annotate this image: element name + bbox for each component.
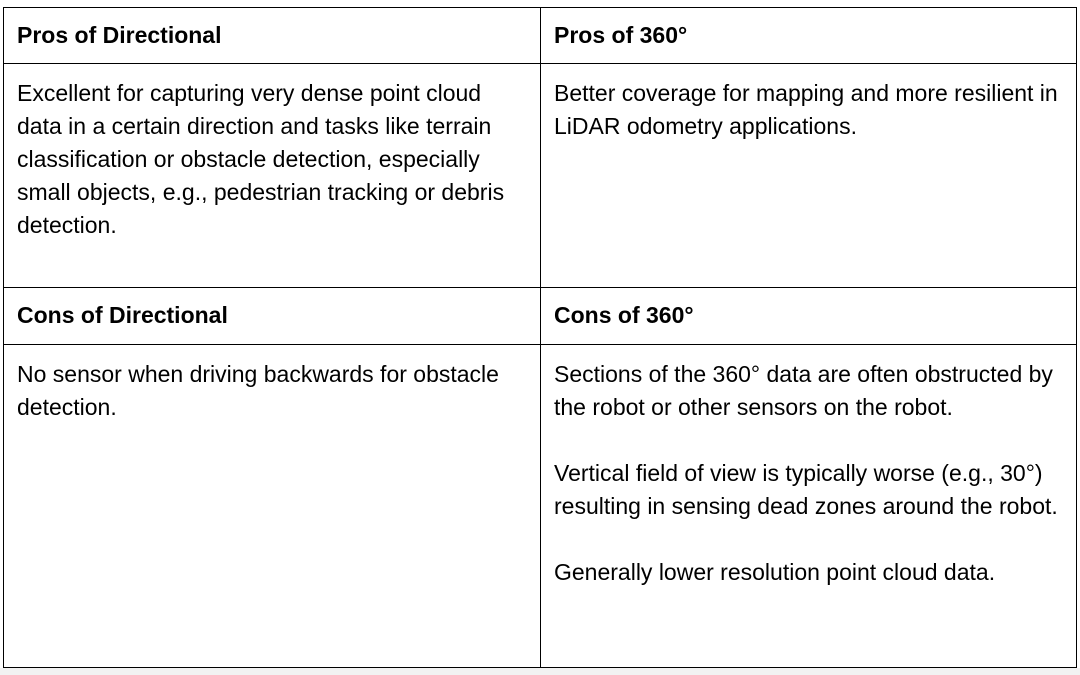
table-row	[4, 8, 1077, 64]
header-cons-directional: Cons of Directional	[4, 288, 541, 345]
cell-cons-directional: No sensor when driving backwards for obstacle detection.	[4, 345, 541, 668]
header-cons-360: Cons of 360°	[541, 288, 1077, 345]
table-row	[4, 64, 1077, 288]
cell-pros-directional: Excellent for capturing very dense point cloud data in a certain direction and tasks like terrain classification or obstacle detection, especially small objects, e.g., pedestrian tracking or debris detection.	[4, 64, 541, 288]
bottom-divider	[0, 668, 1080, 675]
table-row	[4, 288, 1077, 345]
cell-cons-360	[541, 345, 1077, 668]
header-pros-360: Pros of 360°	[541, 8, 1077, 64]
cell-pros-360: Better coverage for mapping and more resilient in LiDAR odometry applications.	[541, 64, 1077, 288]
header-pros-directional: Pros of Directional	[4, 8, 541, 64]
table-row	[4, 345, 1077, 668]
cons-360-paragraph: Generally lower resolution point cloud data.	[554, 559, 996, 585]
comparison-table	[3, 7, 1077, 668]
cons-360-paragraph: Vertical field of view is typically worse (e.g., 30°) resulting in sensing dead zones around the robot.	[554, 460, 1058, 519]
cons-360-paragraph: Sections of the 360° data are often obstructed by the robot or other sensors on the robot.	[554, 361, 1053, 420]
